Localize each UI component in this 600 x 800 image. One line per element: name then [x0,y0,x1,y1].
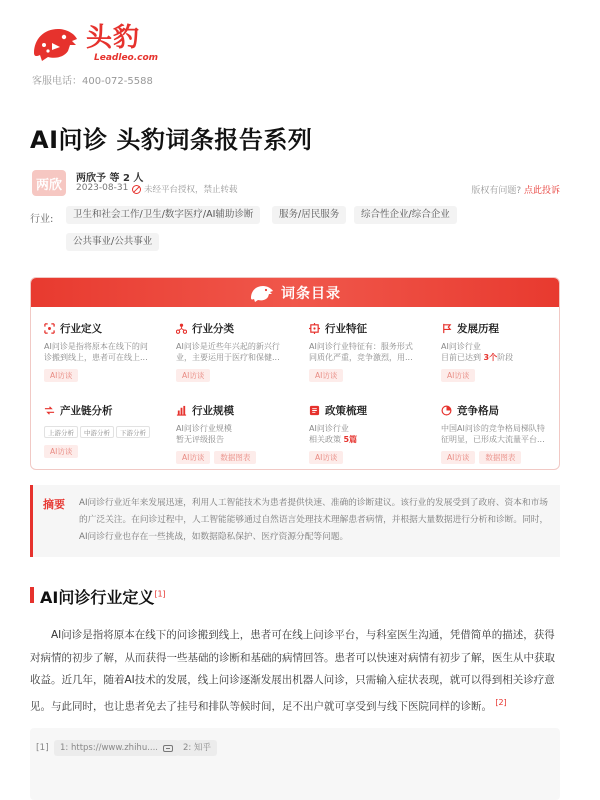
directory-item-title: 竞争格局 [457,405,499,417]
no-reprint-icon [132,185,141,194]
abstract-text: AI问诊行业近年来发展迅速，利用人工智能技术为患者提供快速、准确的诊断建议。该行业的发展受到了政府、资本和市场的广泛关注。在问诊过程中，人工智能能够通过自然语言处理技术理解患者病情，并根据大量数据进行分析和诊断。同时，AI问诊行业也存在一些挑战，如数据隐私保护、医疗资源分配等问题。 [79,498,549,542]
data-chart-tag[interactable]: 数据图表 [214,451,256,464]
ai-interview-tag[interactable]: AI访谈 [309,369,343,382]
brand-name: 头豹 [86,23,141,53]
section-body [30,624,564,718]
directory-item-title: 行业规模 [192,405,234,417]
upstream-tag[interactable]: 上游分析 [44,426,78,438]
complaint-link[interactable]: 点此投诉 [523,186,560,196]
industry-tag[interactable]: 公共事业/公共事业 [66,233,159,251]
feedback-prompt: 版权有问题? [471,186,522,196]
industry-tag[interactable]: 服务/居民服务 [272,206,346,224]
publish-date: 2023-08-31 [76,183,129,193]
chain-tags [44,420,164,439]
desc-line [309,434,429,445]
feature-icon [309,323,320,334]
reference-index: [1] [36,743,49,753]
ai-interview-tag[interactable]: AI访谈 [309,451,343,464]
ai-interview-tag[interactable]: AI访谈 [44,445,78,458]
policy-count: 5篇 [343,435,358,444]
author-avatar[interactable]: 两欣 [32,170,66,196]
desc-line: AI问诊是近些年兴起的新兴行 [176,342,280,351]
directory-item-competition[interactable] [441,403,560,464]
directory-item-desc [309,423,429,445]
reference-chip[interactable] [54,740,179,756]
ai-interview-tag[interactable]: AI访谈 [44,369,78,382]
bar-chart-icon [176,405,187,416]
brand-logo[interactable] [30,20,158,66]
directory-item-desc [441,341,560,363]
citation-link[interactable]: [2] [495,697,507,707]
author-name[interactable]: 两欣予 等 2 人 [76,173,144,184]
downstream-tag[interactable]: 下游分析 [116,426,150,438]
brand-url: Leadleo.com [94,53,159,63]
directory-title: 词条目录 [281,285,341,302]
directory-item-history[interactable] [441,321,560,382]
directory-item-chain[interactable] [44,403,164,458]
directory-item-title: 发展历程 [457,323,499,335]
industry-tag[interactable]: 综合性企业/综合企业 [354,206,457,224]
citation-link[interactable]: [1] [154,589,166,599]
definition-icon [44,323,55,334]
directory-item-desc [441,423,560,445]
reference-box [30,728,560,800]
desc-line: AI问诊行业特征有：服务形式 [309,342,413,351]
desc-line: AI问诊是指将原本在线下的问 [44,342,148,351]
directory-item-title: 行业特征 [325,323,367,335]
link-icon [163,745,173,752]
license-text: 未经平台授权，禁止转载 [144,185,238,195]
desc-line: 诊搬到线上，患者可在线上... [44,353,148,362]
reference-chip[interactable] [177,740,217,756]
ai-interview-tag[interactable]: AI访谈 [176,451,210,464]
copyright-feedback [471,183,560,196]
chain-icon [44,405,55,416]
directory-item-feature[interactable] [309,321,429,382]
reference-text: 1: https://www.zhihu.... [60,743,159,753]
desc-line: 中国AI问诊的竞争格局梯队特 [441,424,545,433]
classification-icon [176,323,187,334]
customer-service-hotline: 客服电话：400-072-5588 [32,76,153,87]
policy-icon [309,405,320,416]
industry-tag[interactable]: 卫生和社会工作/卫生/数字医疗/AI辅助诊断 [66,206,260,224]
pie-chart-icon [441,405,452,416]
data-chart-tag[interactable]: 数据图表 [479,451,521,464]
report-directory-card [30,277,560,470]
section-accent-bar [30,587,34,603]
leopard-logo-icon [30,23,80,63]
top-header-strip [0,0,600,4]
directory-item-title: 政策梳理 [325,405,367,417]
license-notice [132,183,238,195]
desc-line: AI问诊行业 [309,424,349,433]
industry-label: 行业: [30,214,54,225]
desc-line: 暂无评级报告 [176,435,224,444]
desc-line: 征明显，已形成大流量平台... [441,435,545,444]
section-title [40,585,166,608]
directory-item-classification[interactable] [176,321,296,382]
desc-text: 相关政策 [309,435,344,444]
directory-item-title: 行业定义 [60,323,102,335]
history-icon [441,323,452,334]
directory-item-desc [176,341,296,363]
desc-line: 业，主要运用于医疗和保健... [176,353,280,362]
directory-item-scale[interactable] [176,403,296,464]
ai-interview-tag[interactable]: AI访谈 [176,369,210,382]
ai-interview-tag[interactable]: AI访谈 [441,369,475,382]
desc-line: AI问诊行业规模 [176,424,232,433]
desc-text: 目前已达到 [441,353,484,362]
midstream-tag[interactable]: 中游分析 [80,426,114,438]
stage-count: 3个 [483,353,498,362]
directory-item-desc [309,341,429,363]
directory-header [31,278,559,307]
desc-line: 同质化严重，竞争激烈，用... [309,353,413,362]
section-body-text: AI问诊是指将原本在线下的问诊搬到线上，患者可在线上问诊平台，与科室医生沟通，凭借简单的描述，获得对病情的初步了解，从而获得一些基础的诊断和基础的病情回答。患者可以快速对病情有初步了解，医生从中获取收益。近几年，随着AI技术的发展，线上问诊逐渐发展出机器人问诊，只需输入症状表现，就可以得到相关诊疗意见。与此同时，也让患者免去了挂号和排队等候时间，足不出户就可享受到与线下医院同样的诊断。 [30,629,555,712]
directory-item-desc [176,423,296,445]
directory-item-desc [44,341,164,363]
abstract-box [30,485,560,557]
desc-line [441,352,560,363]
directory-item-title: 行业分类 [192,323,234,335]
directory-item-definition[interactable] [44,321,164,382]
directory-item-policy[interactable] [309,403,429,464]
desc-line: AI问诊行业 [441,342,481,351]
ai-interview-tag[interactable]: AI访谈 [441,451,475,464]
desc-text: 阶段 [497,353,514,362]
abstract-label: 摘要 [43,498,65,511]
section-title-text: AI问诊行业定义 [40,588,155,607]
reference-text: 2: 知乎 [183,743,211,753]
page-title: AI问诊 头豹词条报告系列 [30,126,313,154]
leopard-icon [249,283,275,303]
directory-item-title: 产业链分析 [60,405,113,417]
